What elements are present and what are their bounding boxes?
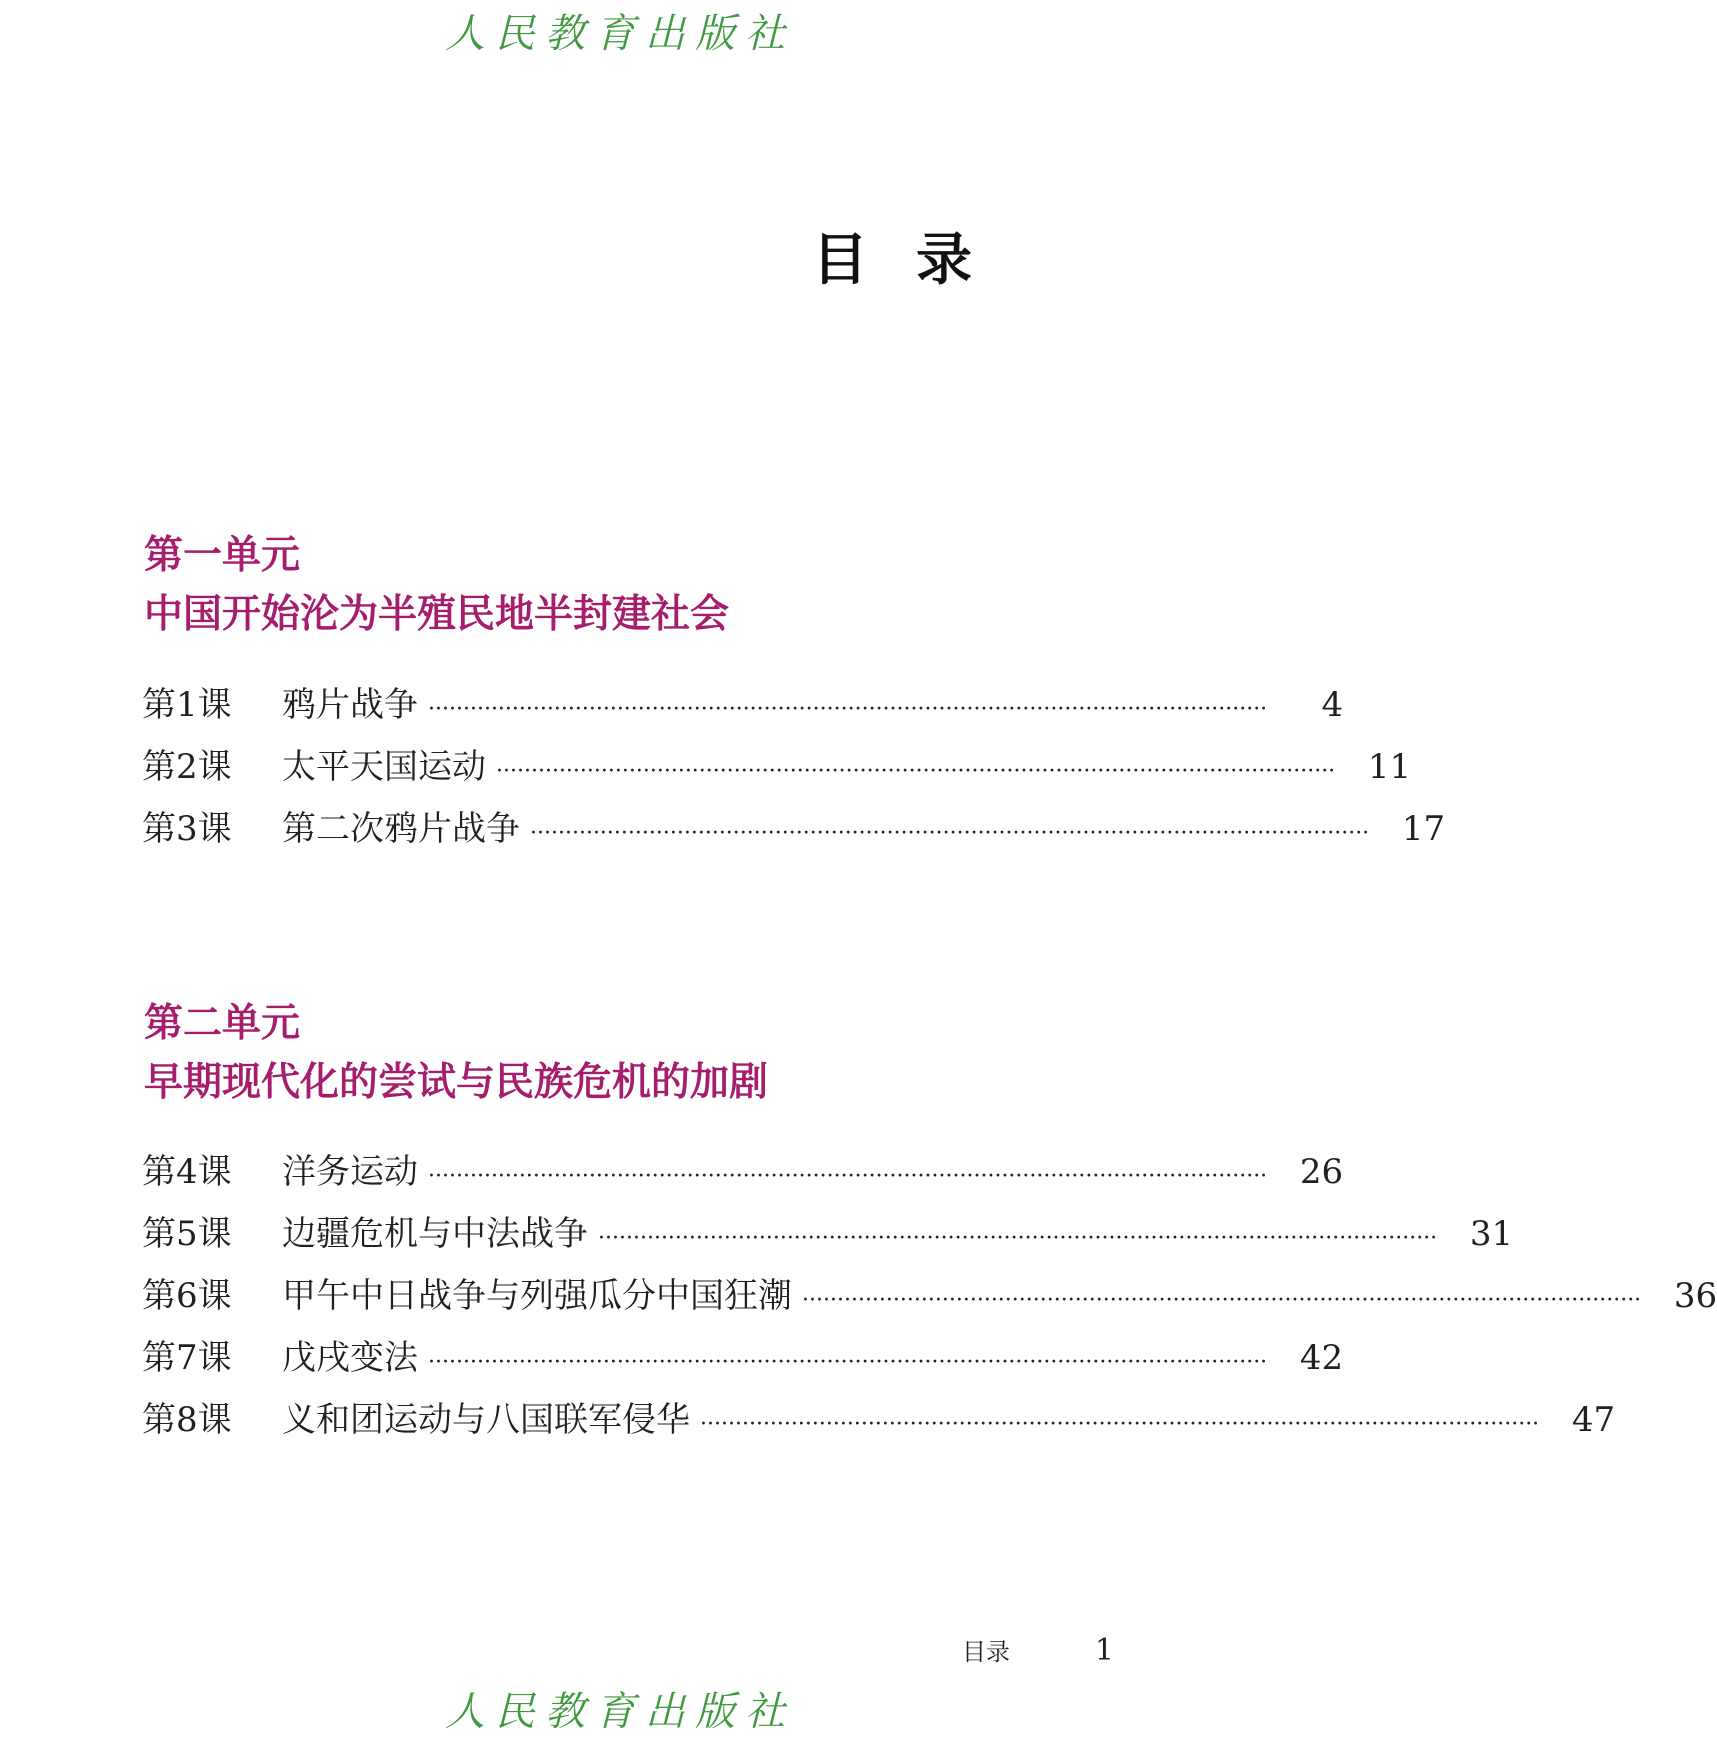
dot-leader: ························································································································	[530, 821, 1370, 846]
toc-entry[interactable]	[142, 1327, 1344, 1389]
dot-leader: ························································································································	[700, 1412, 1540, 1437]
page-number: 31	[1469, 1214, 1514, 1254]
page-number: 17	[1401, 809, 1446, 849]
footer-section-label: 目录	[962, 1638, 1010, 1666]
page-number: 47	[1571, 1400, 1616, 1440]
toc-entry[interactable]	[142, 736, 1412, 798]
toc-entry[interactable]	[142, 1203, 1514, 1265]
lesson-number: 第2课	[142, 747, 232, 787]
dot-leader: ························································································································	[428, 697, 1268, 722]
unit-label: 第一单元	[144, 533, 301, 578]
dot-leader: ························································································································	[598, 1226, 1438, 1251]
footer-page-number: 1	[1094, 1633, 1114, 1668]
lesson-number: 第4课	[142, 1152, 232, 1192]
lesson-number: 第8课	[142, 1400, 232, 1440]
publisher-watermark-top: 人民教育出版社	[445, 11, 795, 57]
lesson-number: 第3课	[142, 809, 232, 849]
page-number: 26	[1299, 1152, 1344, 1192]
dot-leader: ························································································································	[496, 759, 1336, 784]
unit-name: 早期现代化的尝试与民族危机的加剧	[144, 1060, 769, 1106]
toc-entry[interactable]	[142, 798, 1446, 860]
lesson-number: 第1课	[142, 685, 232, 725]
dot-leader: ························································································································	[428, 1350, 1268, 1375]
page-number: 36	[1673, 1276, 1717, 1316]
page-number: 4	[1321, 685, 1344, 725]
page-title: 目录	[812, 227, 1020, 293]
lesson-title: 鸦片战争	[282, 685, 418, 725]
page-number: 11	[1367, 747, 1412, 787]
unit-heading	[144, 994, 768, 1113]
toc-entry[interactable]	[142, 1389, 1616, 1451]
lesson-number: 第7课	[142, 1338, 232, 1378]
dot-leader: ························································································································	[428, 1164, 1268, 1189]
lesson-title: 义和团运动与八国联军侵华	[282, 1400, 690, 1440]
dot-leader: ························································································································	[802, 1288, 1642, 1313]
toc-entry[interactable]	[142, 674, 1344, 736]
lesson-title: 戊戌变法	[282, 1338, 418, 1378]
unit-heading	[144, 526, 729, 645]
unit-label: 第二单元	[144, 1001, 301, 1046]
lesson-title: 边疆危机与中法战争	[282, 1214, 588, 1254]
lesson-title: 洋务运动	[282, 1152, 418, 1192]
lesson-list	[142, 1141, 1717, 1451]
lesson-number: 第5课	[142, 1214, 232, 1254]
toc-entry[interactable]	[142, 1265, 1717, 1327]
lesson-title: 太平天国运动	[282, 747, 486, 787]
toc-entry[interactable]	[142, 1141, 1344, 1203]
lesson-list	[142, 674, 1446, 860]
publisher-watermark-bottom: 人民教育出版社	[445, 1689, 795, 1735]
unit-name: 中国开始沦为半殖民地半封建社会	[144, 592, 730, 638]
lesson-title: 甲午中日战争与列强瓜分中国狂潮	[282, 1276, 792, 1316]
page-number: 42	[1299, 1338, 1344, 1378]
lesson-title: 第二次鸦片战争	[282, 809, 520, 849]
lesson-number: 第6课	[142, 1276, 232, 1316]
